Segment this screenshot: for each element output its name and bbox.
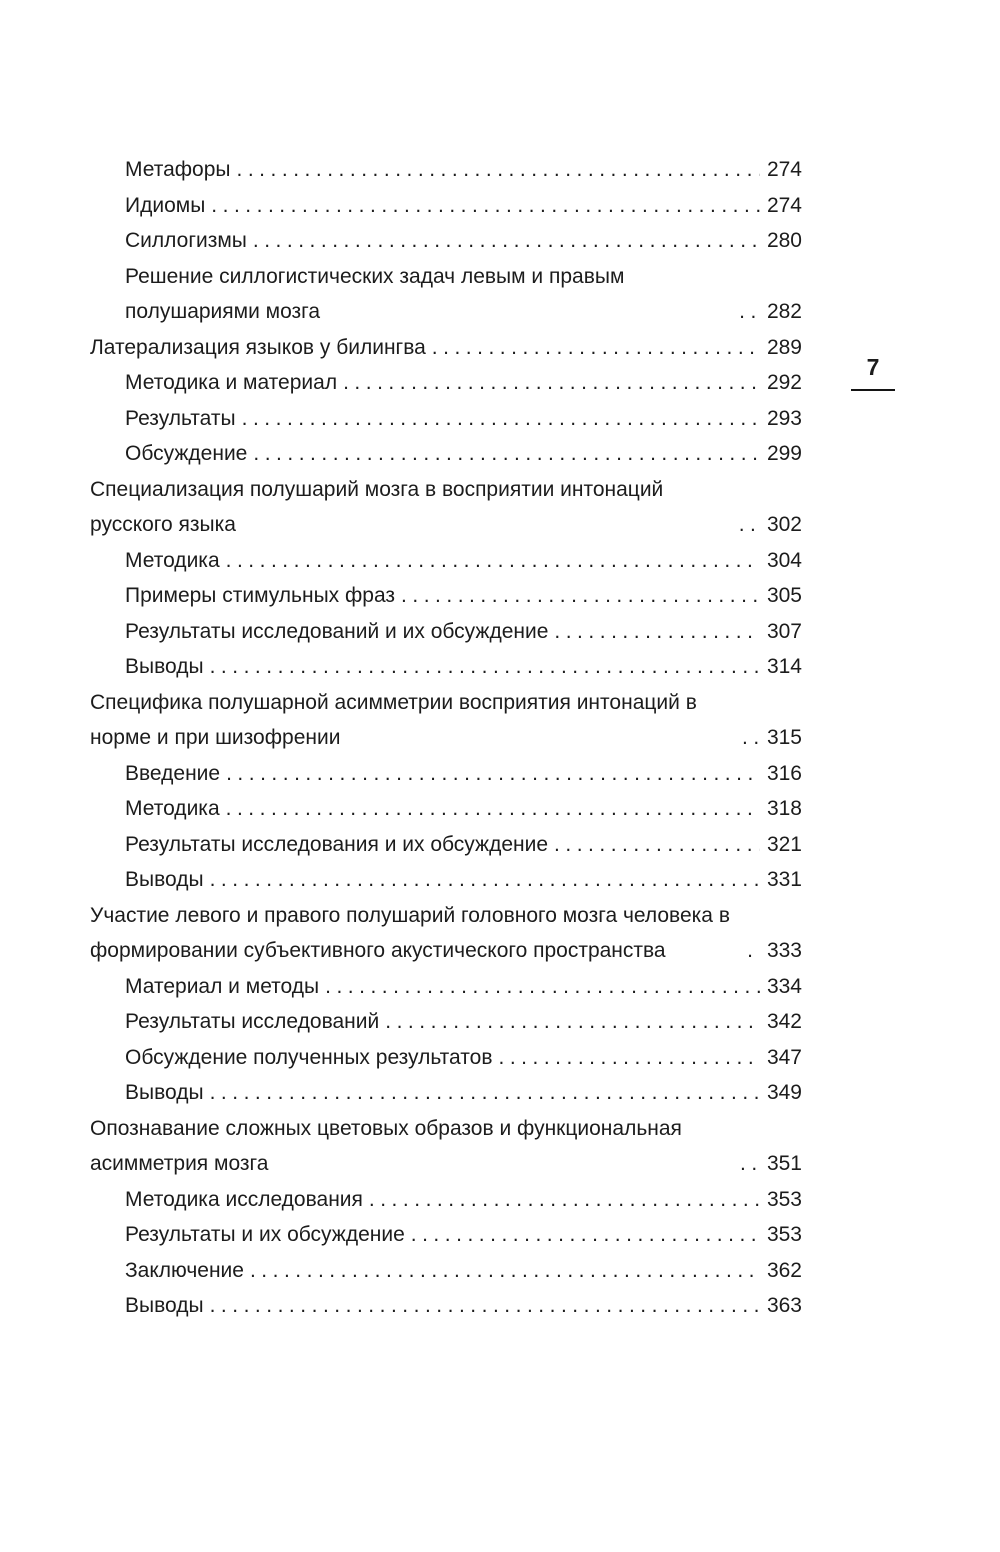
toc-entry-page: 289 bbox=[766, 335, 802, 359]
toc-entry bbox=[90, 578, 802, 614]
dot-leader bbox=[250, 1253, 760, 1289]
toc-entry bbox=[90, 791, 802, 827]
dot-leader bbox=[411, 1217, 760, 1253]
dot-leader bbox=[210, 1288, 760, 1324]
toc-entry-title: Обсуждение полученных результатов bbox=[125, 1045, 493, 1069]
toc-entry-page: 353 bbox=[766, 1223, 802, 1246]
dot-leader bbox=[242, 401, 760, 437]
toc-entry-page: 334 bbox=[766, 974, 802, 998]
toc-entry-page: 274 bbox=[766, 158, 802, 181]
dot-leader bbox=[253, 436, 760, 472]
toc-entry-title: Метафоры bbox=[125, 158, 231, 181]
toc-entry-page: 321 bbox=[766, 832, 802, 856]
toc-entry-title: Выводы bbox=[125, 1081, 204, 1104]
toc-entry-title: Идиомы bbox=[125, 193, 206, 217]
toc-entry bbox=[90, 1004, 802, 1040]
toc-entry-page: 363 bbox=[766, 1294, 802, 1317]
toc-entry bbox=[90, 969, 802, 1005]
dot-leader bbox=[210, 649, 760, 685]
toc-entry-page: 292 bbox=[766, 371, 802, 394]
toc-entry bbox=[90, 436, 802, 472]
toc-entry-title: Результаты исследования и их обсуждение bbox=[125, 832, 549, 856]
toc-entry-page: 307 bbox=[766, 619, 802, 643]
toc-entry bbox=[90, 259, 802, 330]
toc-entry-title: Материал и методы bbox=[125, 974, 320, 998]
toc-entry-page: 353 bbox=[766, 1187, 802, 1211]
dot-leader bbox=[385, 1004, 760, 1040]
toc-entry-page: 333 bbox=[766, 939, 802, 962]
toc-entry-title: Латерализация языков у билингва bbox=[90, 335, 426, 359]
toc-entry bbox=[90, 649, 802, 685]
toc-entry-title: Силлогизмы bbox=[125, 229, 247, 252]
page-number: 7 bbox=[866, 354, 880, 380]
toc-entry-title: Обсуждение bbox=[125, 442, 248, 465]
toc-entry-title: Опознавание сложных цветовых образов и функциональная асимметрия мозга bbox=[90, 1116, 682, 1175]
toc-entry-title: Методика bbox=[125, 797, 220, 820]
dot-leader bbox=[554, 614, 760, 650]
toc-entry bbox=[90, 472, 802, 543]
toc-entry-page: 351 bbox=[766, 1152, 802, 1175]
toc-entry bbox=[90, 1253, 802, 1289]
toc-entry bbox=[90, 756, 802, 792]
dot-leader bbox=[401, 578, 760, 614]
dot-leader bbox=[210, 1075, 760, 1111]
toc-entry-page: 314 bbox=[766, 655, 802, 678]
toc-entry bbox=[90, 1111, 802, 1182]
toc-entry-page: 280 bbox=[766, 229, 802, 252]
page-number-rule bbox=[851, 389, 895, 391]
toc-entry bbox=[90, 365, 802, 401]
dot-leader bbox=[498, 1040, 759, 1076]
toc-entry bbox=[90, 330, 802, 366]
toc-entry bbox=[90, 827, 802, 863]
toc-entry-page: 349 bbox=[766, 1081, 802, 1104]
toc-entry bbox=[90, 1217, 802, 1253]
dot-leader bbox=[210, 862, 760, 898]
dot-leader bbox=[747, 933, 760, 969]
dot-leader bbox=[742, 720, 760, 756]
dot-leader bbox=[739, 294, 760, 330]
dot-leader bbox=[325, 969, 760, 1005]
toc-entry bbox=[90, 862, 802, 898]
dot-leader bbox=[369, 1182, 760, 1218]
toc-entry bbox=[90, 401, 802, 437]
toc-entry-title: Результаты исследований bbox=[125, 1010, 380, 1033]
toc-entry-page: 316 bbox=[766, 761, 802, 785]
dot-leader bbox=[343, 365, 760, 401]
toc-entry bbox=[90, 1288, 802, 1324]
toc-entry-title: Методика и материал bbox=[125, 371, 338, 394]
toc-entry-title: Участие левого и правого полушарий головного мозга человека в формировании субъективного акустического пространства bbox=[90, 903, 730, 962]
toc-entry-page: 315 bbox=[766, 726, 802, 749]
toc-entry bbox=[90, 152, 802, 188]
toc-entry bbox=[90, 1075, 802, 1111]
toc-entry-title: Результаты и их обсуждение bbox=[125, 1223, 405, 1246]
toc-entry bbox=[90, 188, 802, 224]
toc-entry-title: Результаты bbox=[125, 406, 236, 430]
toc-entry-page: 299 bbox=[766, 442, 802, 465]
toc-entry-title: Выводы bbox=[125, 868, 204, 891]
dot-leader bbox=[226, 756, 760, 792]
toc-entry-title: Введение bbox=[125, 761, 221, 785]
toc-entry-page: 342 bbox=[766, 1010, 802, 1033]
toc-entry-title: Выводы bbox=[125, 655, 204, 678]
toc-entry bbox=[90, 685, 802, 756]
dot-leader bbox=[432, 330, 760, 366]
page-number-block bbox=[851, 352, 895, 391]
toc-entry-page: 293 bbox=[766, 406, 802, 430]
toc-entry-page: 362 bbox=[766, 1258, 802, 1282]
dot-leader bbox=[739, 507, 760, 543]
toc-entry-page: 347 bbox=[766, 1045, 802, 1069]
toc-entry bbox=[90, 1040, 802, 1076]
toc-entry-title: Методика исследования bbox=[125, 1187, 363, 1211]
toc-entry-page: 331 bbox=[766, 868, 802, 891]
toc-entry bbox=[90, 614, 802, 650]
toc-entry bbox=[90, 223, 802, 259]
toc-entry-page: 304 bbox=[766, 548, 802, 572]
dot-leader bbox=[237, 152, 760, 188]
toc-entry-title: Решение силлогистических задач левым и правым полушариями мозга bbox=[125, 264, 625, 323]
toc-entry-title: Результаты исследований и их обсуждение bbox=[125, 619, 549, 643]
table-of-contents bbox=[90, 152, 802, 1324]
dot-leader bbox=[554, 827, 760, 863]
toc-entry-title: Заключение bbox=[125, 1258, 244, 1282]
dot-leader bbox=[211, 188, 760, 224]
toc-entry bbox=[90, 898, 802, 969]
toc-entry-title: Специализация полушарий мозга в восприятии интонаций русского языка bbox=[90, 477, 664, 536]
toc-entry bbox=[90, 1182, 802, 1218]
toc-entry-title: Примеры стимульных фраз bbox=[125, 584, 396, 607]
toc-entry-page: 305 bbox=[766, 584, 802, 607]
toc-entry-page: 302 bbox=[766, 513, 802, 536]
toc-entry-title: Специфика полушарной асимметрии восприятия интонаций в норме и при шизофрении bbox=[90, 690, 697, 749]
toc-entry-page: 282 bbox=[766, 300, 802, 323]
toc-entry-page: 274 bbox=[766, 193, 802, 217]
toc-entry bbox=[90, 543, 802, 579]
toc-entry-title: Методика bbox=[125, 548, 220, 572]
dot-leader bbox=[253, 223, 760, 259]
dot-leader bbox=[226, 791, 760, 827]
dot-leader bbox=[740, 1146, 760, 1182]
dot-leader bbox=[226, 543, 760, 579]
toc-entry-page: 318 bbox=[766, 797, 802, 820]
toc-entry-title: Выводы bbox=[125, 1294, 204, 1317]
